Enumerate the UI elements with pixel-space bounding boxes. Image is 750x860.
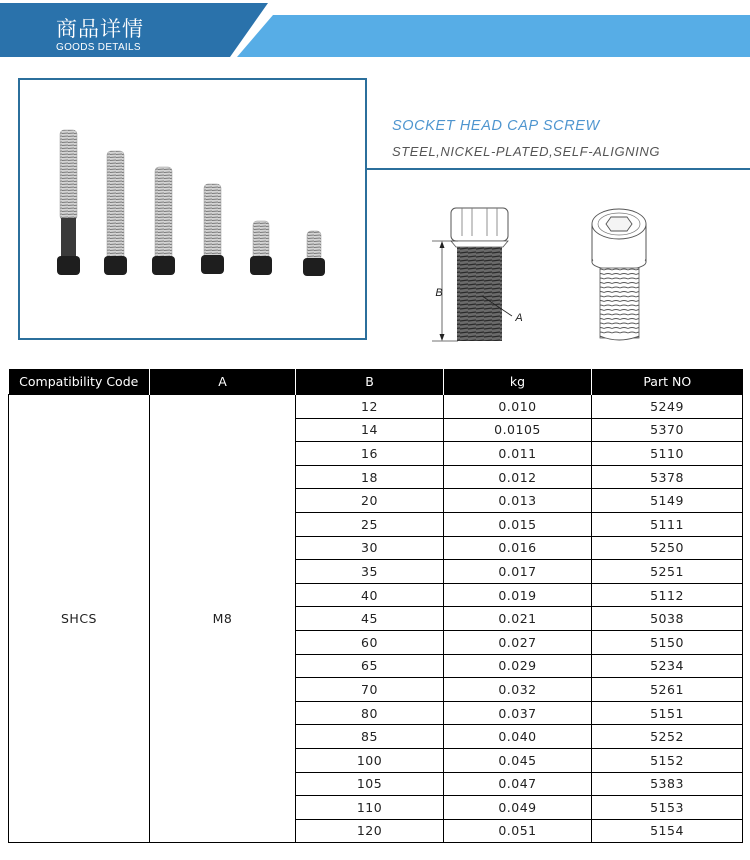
cell-part-no: 5151 [592, 701, 743, 725]
cell-part-no: 5383 [592, 772, 743, 796]
cell-b: 65 [296, 654, 444, 678]
screw-photo-1 [57, 130, 80, 275]
cell-kg: 0.027 [444, 630, 592, 654]
screw-side-view [432, 208, 512, 341]
cell-part-no: 5152 [592, 748, 743, 772]
banner-light-shape [237, 15, 750, 57]
cell-b: 18 [296, 465, 444, 489]
header-b: B [296, 369, 444, 395]
dimension-label-a: A [515, 312, 523, 324]
cell-b: 60 [296, 630, 444, 654]
cell-kg: 0.011 [444, 442, 592, 466]
cell-part-no: 5250 [592, 536, 743, 560]
table-row [9, 395, 743, 419]
cell-part-no: 5251 [592, 560, 743, 584]
banner-subtitle: GOODS DETAILS [56, 42, 141, 53]
cell-kg: 0.015 [444, 512, 592, 536]
cell-part-no: 5234 [592, 654, 743, 678]
cell-part-no: 5378 [592, 465, 743, 489]
connector-line [367, 168, 750, 170]
cell-kg: 0.0105 [444, 418, 592, 442]
header-part-no: Part NO [592, 369, 743, 395]
cell-part-no: 5112 [592, 583, 743, 607]
cell-b: 100 [296, 748, 444, 772]
cell-kg: 0.051 [444, 819, 592, 843]
screw-photo-2 [104, 151, 127, 275]
cell-kg: 0.045 [444, 748, 592, 772]
cell-kg: 0.010 [444, 395, 592, 419]
cell-part-no: 5150 [592, 630, 743, 654]
cell-part-no: 5154 [592, 819, 743, 843]
header-a: A [150, 369, 296, 395]
cell-b: 20 [296, 489, 444, 513]
screw-photo-4 [201, 184, 224, 274]
cell-kg: 0.013 [444, 489, 592, 513]
cell-kg: 0.047 [444, 772, 592, 796]
cell-b: 12 [296, 395, 444, 419]
cell-part-no: 5038 [592, 607, 743, 631]
screw-isometric-view [592, 209, 646, 340]
cell-kg: 0.049 [444, 796, 592, 820]
cell-kg: 0.012 [444, 465, 592, 489]
cell-b: 80 [296, 701, 444, 725]
cell-kg: 0.037 [444, 701, 592, 725]
dimension-label-b: B [435, 287, 443, 299]
cell-part-no: 5111 [592, 512, 743, 536]
product-photo [50, 125, 340, 280]
cell-b: 120 [296, 819, 444, 843]
cell-part-no: 5261 [592, 678, 743, 702]
cell-b: 30 [296, 536, 444, 560]
cell-b: 70 [296, 678, 444, 702]
cell-part-no: 5110 [592, 442, 743, 466]
banner-title: 商品详情 [56, 17, 144, 41]
cell-b: 85 [296, 725, 444, 749]
cell-b: 105 [296, 772, 444, 796]
cell-part-no: 5153 [592, 796, 743, 820]
cell-compatibility-code: SHCS [9, 395, 150, 843]
screw-photo-6 [303, 231, 325, 276]
cell-b: 25 [296, 512, 444, 536]
cell-b: 45 [296, 607, 444, 631]
screw-photo-3 [152, 167, 175, 275]
cell-part-no: 5249 [592, 395, 743, 419]
cell-kg: 0.029 [444, 654, 592, 678]
header-banner [0, 0, 750, 70]
cell-b: 14 [296, 418, 444, 442]
cell-kg: 0.040 [444, 725, 592, 749]
cell-a-value: M8 [150, 395, 296, 843]
header-compatibility-code: Compatibility Code [9, 369, 150, 395]
cell-kg: 0.032 [444, 678, 592, 702]
cell-part-no: 5149 [592, 489, 743, 513]
table-header-row [9, 369, 743, 395]
cell-kg: 0.021 [444, 607, 592, 631]
cell-kg: 0.016 [444, 536, 592, 560]
cell-b: 16 [296, 442, 444, 466]
cell-kg: 0.017 [444, 560, 592, 584]
cell-kg: 0.019 [444, 583, 592, 607]
header-kg: kg [444, 369, 592, 395]
product-description: STEEL,NICKEL-PLATED,SELF-ALIGNING [392, 144, 661, 159]
cell-b: 40 [296, 583, 444, 607]
cell-b: 35 [296, 560, 444, 584]
cell-b: 110 [296, 796, 444, 820]
screw-photo-5 [250, 221, 272, 275]
cell-part-no: 5370 [592, 418, 743, 442]
screw-diagram [420, 190, 680, 350]
spec-table [8, 369, 743, 843]
cell-part-no: 5252 [592, 725, 743, 749]
product-name: SOCKET HEAD CAP SCREW [392, 118, 600, 134]
